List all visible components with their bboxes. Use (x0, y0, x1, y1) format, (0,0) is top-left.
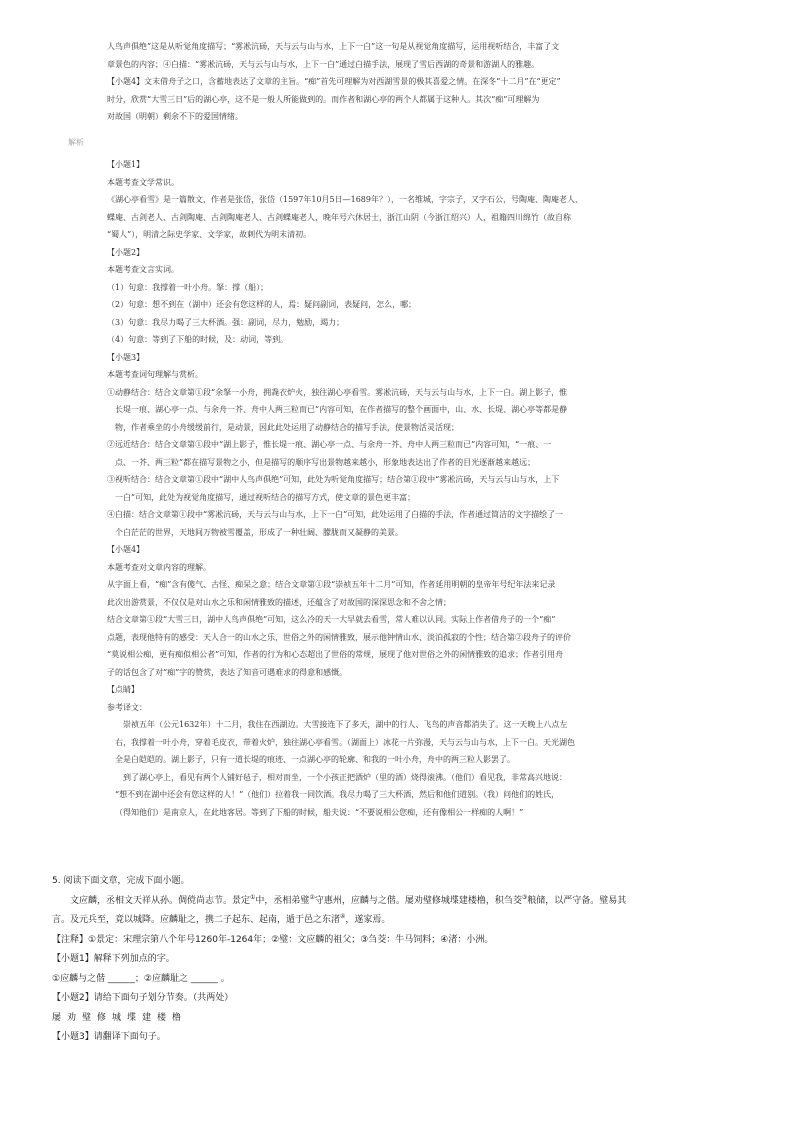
passage-text: 文应麟，丞相文天祥从孙。倜傥尚志节。景定 (70, 895, 251, 906)
footnote-marker: ③ (521, 893, 528, 901)
answer-line: 章景色的内容；④白描：“雾凇沆砀，天与云与山与水，上下一白”通过白描手法，展现了雪后西湖的奇景和游湖人的雅趣。 (107, 59, 540, 69)
analysis-line: 点题，表现他特有的感受：天人合一的山水之乐，世俗之外的闲情雅致，展示他钟情山水、淡泊孤寂的个性；结合第②段舟子的评价 (107, 632, 571, 642)
passage-text: 中，丞相弟璧 (255, 895, 310, 906)
analysis-line: 蝶庵、古剑老人、古剑陶庵、古剑陶庵老人、古剑蝶庵老人，晚年号六休居士，浙江山阴（今浙江绍兴）人，祖籍四川绵竹（故自称 (107, 212, 571, 222)
analysis-section (107, 156, 727, 821)
analysis-line: 一白”可知，此处为视觉角度描写，通过视听结合的描写方式，使文章的景色更丰富； (115, 492, 416, 502)
analysis-line: 全是白皑皑的。湖上影子，只有一道长堤的痕迹、一点湖心亭的轮廓、和我的一叶小舟，舟中的两三粒人影罢了。 (115, 755, 515, 764)
analysis-line: 《湖心亭看雪》是一篇散文，作者是张岱，张岱（1597年10月5日—1689年？），一名维城，字宗子，又字石公，号陶庵、陶庵老人、 (107, 195, 583, 204)
analysis-line: 长堤一痕、湖心亭一点、与余舟一芥、舟中人两三粒而已”内容可知，在作者描写的整个画面中，山、水、长堤、湖心亭等都是静 (115, 405, 568, 414)
analysis-line: （得知他们）是南京人，在此地客居。等到了下船的时候，船夫说：“不要说相公您痴，还有像相公一样痴的人啊！” (115, 807, 524, 817)
analysis-line: “想不到在湖中还会有您这样的人！”（他们）拉着我一同饮酒。我尽力喝了三大杯酒，然后和他们道别。（我）问他们的姓氏， (115, 790, 560, 799)
answer-line: 时分，欣赏“大雪三日”后的湖心亭，这不是一般人所能做到的。而作者和湖心亭的两个人都属于这种人。其次“痴”可理解为 (107, 94, 540, 104)
analysis-line: ②远近结合：结合文章第①段中“湖上影子，惟长堤一痕、湖心亭一点、与余舟一芥、舟中人两三粒而已”内容可知，“一痕、一 (107, 440, 552, 449)
subquestion-1-items: ①应麟与之偕 ______；②应麟耻之 ______ 。 (52, 973, 230, 984)
analysis-line: 结合文章第①段“大雪三日，湖中人鸟声俱绝”可知，这么冷的天一大早就去看雪，常人难以认同。实际上作者借舟子的一个“痴” (107, 615, 556, 624)
subquestion-1: 【小题1】解释下列加点的字。 (52, 954, 175, 964)
analysis-line: 此次出游赏景，不仅仅是对山水之乐和闲情雅致的描述，还蕴含了对故国的深深思念和不舍之情； (107, 597, 451, 607)
analysis-line: 【小题4】 (107, 545, 145, 554)
analysis-line: 【小题2】 (107, 247, 145, 257)
footnote-marker: ① (250, 893, 256, 901)
subquestion-2: 【小题2】请给下面句子划分节奏。（共两处） (52, 993, 234, 1003)
analysis-line: 右，我撑着一叶小舟，穿着毛皮衣，带着火炉，独往湖心亭看雪。（湖面上）冰花一片弥漫，天与云与山与水，上下一白。天光湖色 (115, 737, 575, 747)
passage-paragraph-cont (52, 911, 752, 931)
question-heading: 5. 阅读下面文章，完成下面小题。 (52, 876, 190, 886)
passage-text: 守惠州，应麟与之偕。屡劝璧修城堞建楼橹，积刍茭 (314, 895, 522, 906)
analysis-line: “蜀人”），明清之际史学家、文学家，故刺代为明末清初。 (107, 230, 312, 239)
analysis-line: “莫说相公痴，更有痴似相公者”可知，作者的行为和心态超出了世俗的常规，展现了他对世俗之外的闲情雅致的追求；作者引用舟 (107, 650, 564, 659)
footnote-marker: ④ (340, 913, 346, 920)
analysis-line: 本题考查词句理解与赏析。 (107, 370, 203, 379)
analysis-line: 子的话包含了对“痴”字的赞赏，表达了知音可遇难求的得意和感慨。 (107, 667, 348, 677)
answer-line: 人鸟声俱绝”这是从听觉角度描写；“雾凇沆砀，天与云与山与水，上下一白”这一句是从视觉角度描写，运用视听结合，丰富了文 (107, 42, 560, 51)
analysis-line: 参考译文： (107, 702, 147, 712)
analysis-line: ④白描：结合文章第①段中“雾凇沆砀，天与云与山与水，上下一白”可知，此处运用了白描的手法，作者通过简洁的文字描绘了一 (107, 510, 564, 519)
analysis-line: 到了湖心亭上，看见有两个人铺好毡子，相对而坐，一个小孩正把酒炉（里的酒）烧得滚沸。（他们）看见我，非常高兴地说： (123, 772, 567, 782)
analysis-line: 物，作者乘坐的小舟缓缓前行，是动景，因此此处运用了动静结合的描写手法，使景物活灵活现； (115, 422, 459, 432)
subquestion-2-sentence: 屡劝璧修城堞建楼橹 (52, 1012, 188, 1023)
annotation-note: 【注释】①景定：宋理宗第八个年号1260年-1264年；②璧：文应麟的祖父；③刍茭：牛马饲料；④渚：小洲。 (52, 934, 494, 945)
answer-line: 【小题4】文末借舟子之口，含蓄地表达了文章的主旨。“痴”首先可理解为对西湖雪景的极其喜爱之情。在深冬“十二月”在“更定” (107, 77, 561, 86)
analysis-line: 个白茫茫的世界，天地间万物被雪覆盖，形成了一种壮阔、朦胧而又凝静的美景。 (115, 527, 403, 537)
footnote-marker: ② (309, 893, 315, 901)
answer-summary (107, 38, 727, 126)
passage-text: 言。及元兵至，竟以城降。应麟耻之，携二子起东、起南，遁于邑之东渚 (52, 915, 341, 925)
analysis-line: 【小题1】 (107, 160, 145, 169)
analysis-line: 本题考查文言实词。 (107, 265, 179, 274)
analysis-line: 点、一芥、两三粒”都在描写景物之小，但是描写的顺序写出景物越来越小，形象地表达出了作者的目光逐渐越来越远； (115, 457, 536, 467)
analysis-line: （3）句意：我尽力喝了三大杯酒。强：副词，尽力，勉励，竭力； (107, 317, 345, 327)
analysis-line: 【小题3】 (107, 352, 145, 362)
analysis-line: 从字面上看，“痴”含有傻气、古怪、痴呆之意；结合文章第①段“崇祯五年十二月”可知，作者延用明朝的皇帝年号纪年法来记录 (107, 580, 556, 589)
analysis-label: 解析 (68, 138, 84, 147)
passage-text: 粮储，以严守备。璧易其 (527, 895, 627, 906)
analysis-line: （4）句意：等到了下船的时候，及：动词，等到。 (107, 335, 289, 344)
analysis-line: ③视听结合：结合文章第①段中“湖中人鸟声俱绝”可知，此处为听觉角度描写；结合第①段中“雾凇沆砀，天与云与山与水，上下 (107, 475, 560, 484)
analysis-line: 崇祯五年（公元1632年）十二月，我住在西湖边。大雪接连下了多天，湖中的行人、飞鸟的声音都消失了。这一天晚上八点左 (123, 720, 568, 729)
answer-line: 对故国（明朝）剩余不下的爱国情绪。 (107, 112, 243, 121)
passage-paragraph (52, 892, 752, 912)
subquestion-3: 【小题3】请翻译下面句子。 (52, 1032, 166, 1042)
analysis-line: ①动静结合：结合文章第①段“余拏一小舟，拥毳衣炉火，独往湖心亭看雪。雾凇沆砀，天与云与山与水，上下一白。湖上影子，惟 (107, 387, 568, 397)
analysis-line: 本题考查文学常识。 (107, 177, 179, 187)
passage-text: ，遂家焉。 (345, 915, 391, 925)
analysis-line: 本题考查对文章内容的理解。 (107, 562, 211, 572)
analysis-line: 【点睛】 (107, 685, 139, 694)
question-5 (52, 872, 752, 1048)
analysis-line: （2）句意：想不到在（湖中）还会有您这样的人，焉：疑问副词，表疑问，怎么，哪； (107, 300, 417, 309)
analysis-line: （1）句意：我撑着一叶小舟。拏：撑（船）； (107, 282, 269, 292)
